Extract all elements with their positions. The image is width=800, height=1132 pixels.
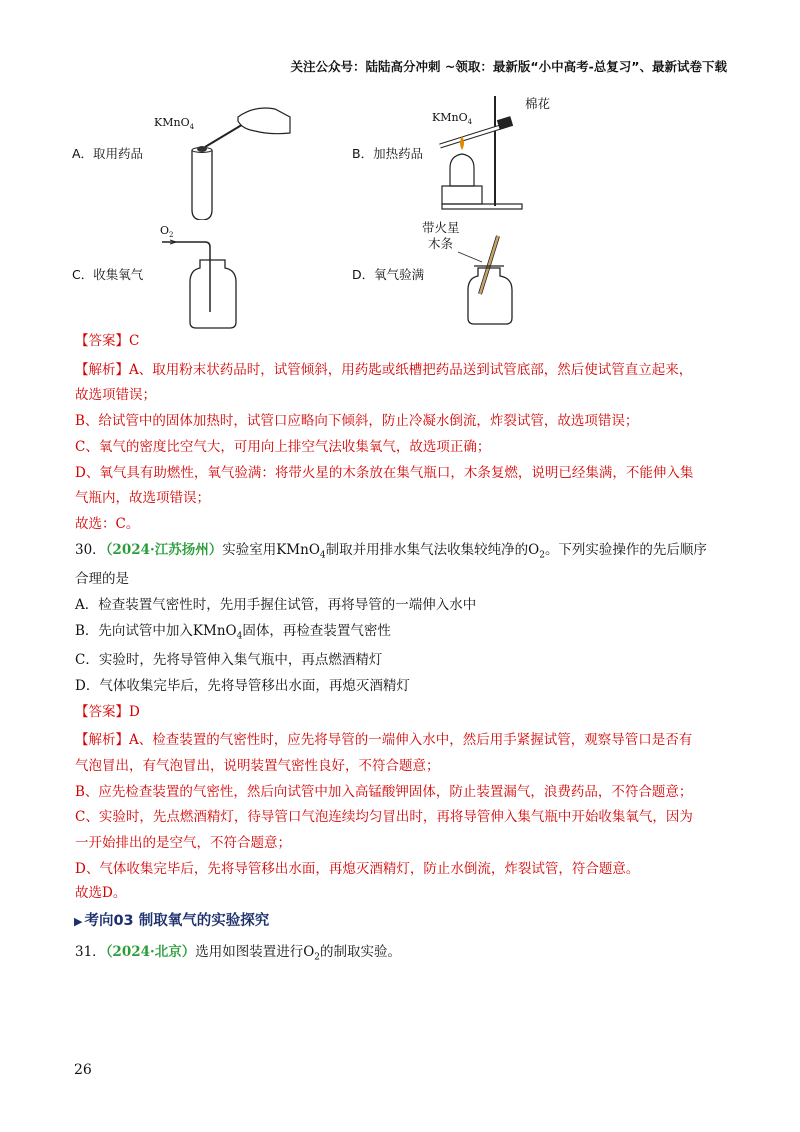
svg-text:C．收集氧气: C．收集氧气: [72, 267, 144, 282]
q30-option-c: C．实验时，先将导管伸入集气瓶中，再点燃酒精灯: [75, 652, 383, 668]
figure-b-heat-reagent: [350, 88, 580, 213]
q30-analysis-line: C、实验时，先点燃酒精灯，待导管口气泡连续均匀冒出时，再将导管伸入集气瓶中开始收集氧气，因为: [75, 809, 693, 825]
q29-analysis-line: D、氧气具有助燃性，氧气验满：将带火星的木条放在集气瓶口，木条复燃，说明已经集满，不能伸入集: [75, 465, 694, 481]
q31-stem: 31．（2024·北京）选用如图装置进行$O_2$的制取实验。: [75, 944, 402, 963]
figure-c-collect-oxygen: [70, 222, 310, 332]
splint-label-1: 带火星: [422, 220, 460, 235]
q30-analysis-line: 【解析】A、检查装置的气密性时，应先将导管的一端伸入水中，然后用手紧握试管，观察导管口是否有: [75, 732, 693, 748]
q30-option-b: B．先向试管中加入KMnO$_4$固体，再检查装置气密性: [75, 623, 391, 642]
q29-answer: 【答案】C: [75, 333, 140, 349]
spatula: [205, 123, 245, 147]
q30-stem-line2: 合理的是: [75, 571, 129, 587]
q30-source: （2024·江苏扬州）: [105, 542, 223, 558]
alcohol-lamp: [450, 154, 474, 186]
q30-answer: 【答案】D: [75, 704, 140, 720]
triangle-icon: ▶: [74, 915, 83, 928]
q30-analysis-line: B、应先检查装置的气密性，然后向试管中加入高锰酸钾固体，防止装置漏气，浪费药品，不符合题意；: [75, 784, 693, 800]
q30-option-d: D．气体收集完毕后，先将导管移出水面，再熄灭酒精灯: [75, 678, 410, 694]
figure-a-take-reagent: [70, 95, 310, 220]
q30-analysis-line: D、气体收集完毕后，先将导管移出水面，再熄灭酒精灯，防止水倒流，炸裂试管，符合题意。: [75, 861, 640, 877]
q30-analysis-line: 气泡冒出，有气泡冒出，说明装置气密性良好，不符合题意；: [75, 758, 440, 774]
q29-analysis-line: 故选项错误；: [75, 387, 156, 403]
svg-text:A．取用药品: A．取用药品: [72, 146, 144, 161]
gas-bottle: [190, 260, 236, 328]
q31-source: （2024·北京）: [105, 944, 196, 960]
page-number: 26: [74, 1062, 92, 1078]
cotton-label: 棉花: [525, 96, 551, 111]
q29-analysis-line: 气瓶内，故选项错误；: [75, 490, 210, 506]
splint-label-2: 木条: [428, 236, 454, 251]
q29-analysis-line: C、氧气的密度比空气大，可用向上排空气法收集氧气，故选项正确；: [75, 439, 491, 455]
kmno4-label: KMnO$_4$: [154, 116, 195, 131]
q30-option-a: A．检查装置气密性时，先用手握住试管，再将导管的一端伸入水中: [75, 597, 477, 613]
q29-analysis-line: 故选：C。: [75, 516, 140, 532]
gas-bottle-d: [468, 268, 512, 324]
q30-analysis-line: 故选D。: [75, 885, 127, 901]
svg-text:B．加热药品: B．加热药品: [352, 146, 424, 161]
o2-label: $O_2$: [160, 224, 174, 239]
kmno4-label-b: KMnO$_4$: [432, 111, 473, 126]
test-tube: [192, 150, 212, 220]
figure-d-test-full: [350, 218, 580, 330]
section-heading: ▶ 考向03 制取氧气的实验探究: [74, 913, 270, 929]
stand-base: [442, 204, 522, 209]
q30-analysis-line: 一开始排出的是空气，不符合题意；: [75, 835, 291, 851]
q29-analysis-line: 【解析】A、取用粉末状药品时，试管倾斜，用药匙或纸槽把药品送到试管底部，然后使试管直立起来，: [75, 362, 693, 378]
hand: [238, 108, 290, 134]
q30-stem: 30．（2024·江苏扬州）实验室用KMnO$_4$制取并用排水集气法收集较纯净的$O_2$。下列实验操作的先后顺序: [75, 542, 707, 561]
delivery-tube: [162, 242, 210, 312]
q29-analysis-line: B、给试管中的固体加热时，试管口应略向下倾斜，防止冷凝水倒流，炸裂试管，故选项错误；: [75, 413, 639, 429]
page-header: 关注公众号：陆陆高分冲刺 ~领取：最新版“小中高考-总复习”、最新试卷下载: [290, 59, 727, 74]
svg-text:D．氧气验满: D．氧气验满: [352, 267, 425, 282]
